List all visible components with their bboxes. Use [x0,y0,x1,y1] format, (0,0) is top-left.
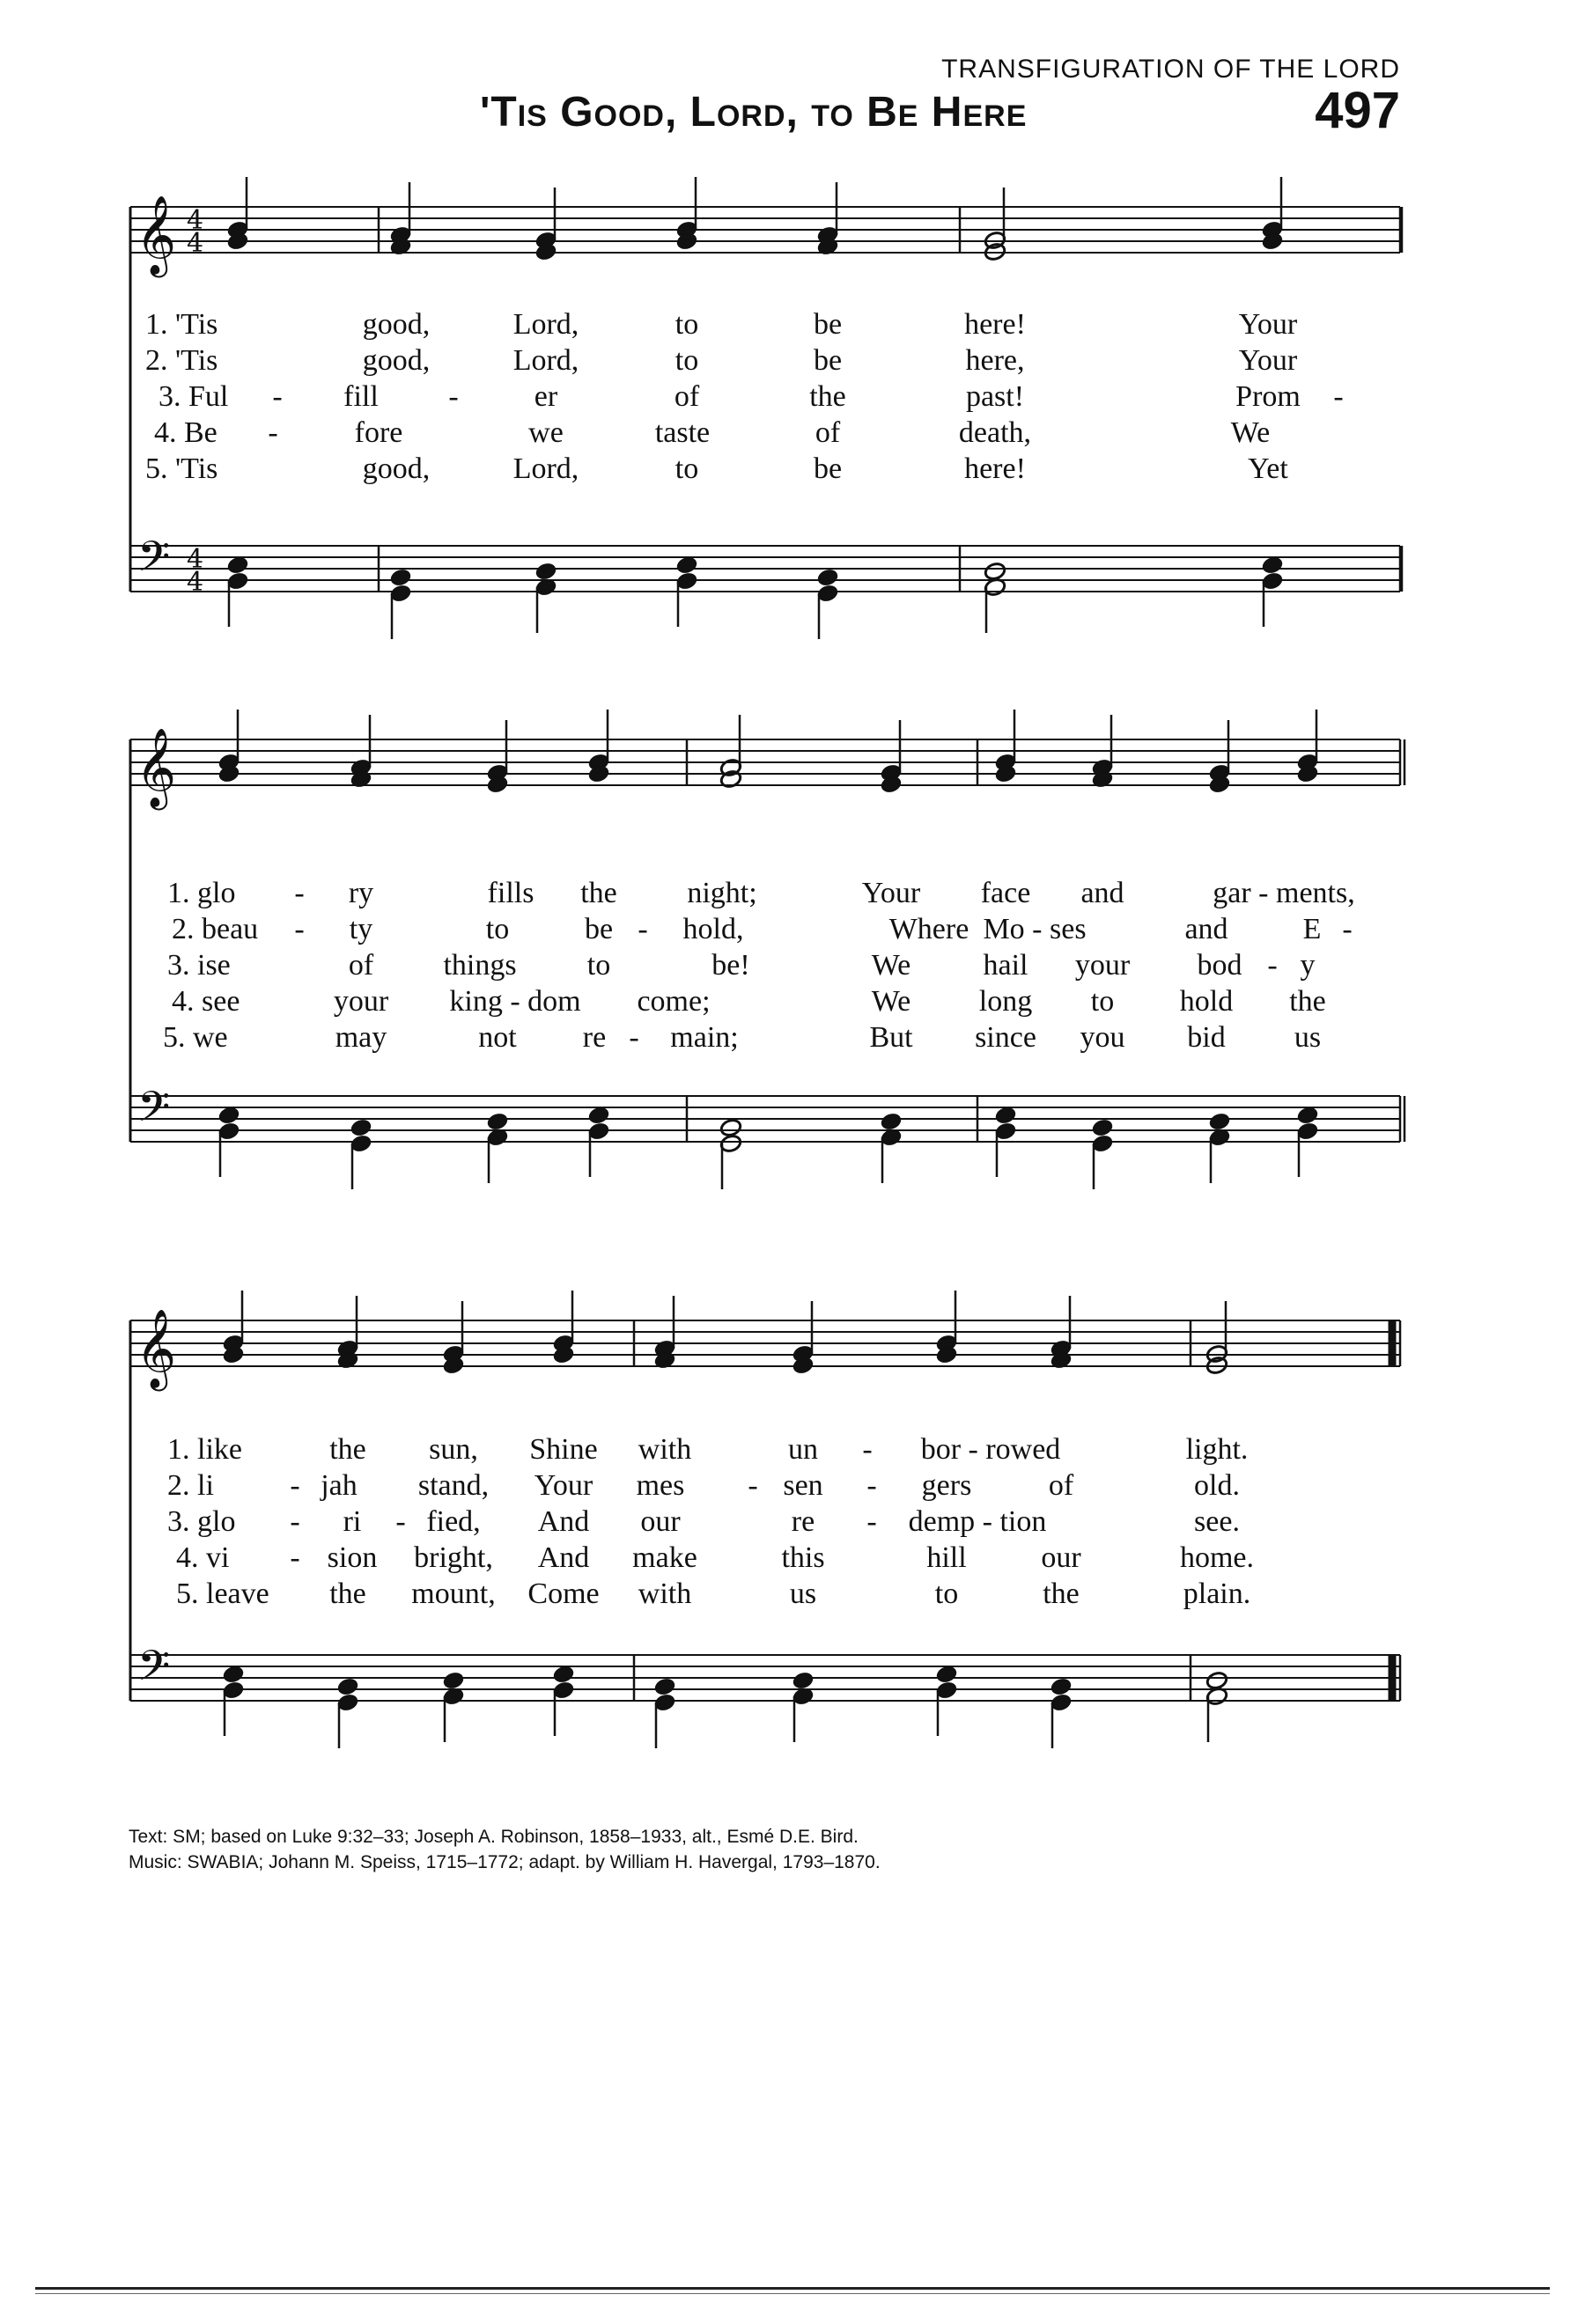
lyric-syllable: not [478,1021,517,1054]
time-signature-top: 4 [187,544,204,575]
lyric-syllable: we [528,416,564,449]
lyric-syllable: - [862,1433,873,1466]
lyric-syllable: Yet [1248,452,1288,485]
lyric-syllable: and [1080,877,1124,909]
lyric-syllable: king - dom [449,985,581,1018]
bass-note [1296,1106,1319,1126]
bass-note [792,1671,815,1691]
bass-note [442,1671,465,1691]
lyric-syllable: re [791,1505,815,1538]
lyric-syllable: Lord, [512,308,579,341]
lyric-syllable: - [1333,380,1344,413]
lyric-syllable: this [781,1541,825,1574]
lyric-syllable: mount, [411,1578,496,1610]
lyric-syllable: to [675,452,699,485]
lyric-syllable: ty [349,913,373,945]
bass-note [486,1112,509,1132]
lyric-syllable: Lord, [512,452,579,485]
lyric-syllable: We [871,985,911,1018]
lyric-syllable: Your [1238,308,1298,341]
lyric-syllable: 4. vi [176,1541,230,1574]
lyric-syllable: - [290,1541,300,1574]
bass-clef-icon: 𝄢 [137,1082,171,1142]
lyric-syllable: demp - tion [908,1505,1047,1538]
music-credit: Music: SWABIA; Johann M. Speiss, 1715–1772; adapt. by William H. Havergal, 1793–1870. [129,1852,881,1872]
lyric-syllable: be [813,308,843,341]
lyric-syllable: - [290,1505,300,1538]
bass-clef-icon: 𝄢 [137,1641,171,1701]
lyric-syllable: And [537,1541,590,1574]
treble-clef-icon: 𝄞 [136,728,177,807]
lyric-syllable: and [1184,913,1228,945]
lyric-syllable: bright, [414,1541,493,1574]
bass-note [389,568,412,588]
lyric-syllable: with [638,1433,692,1466]
bass-note [336,1677,359,1697]
lyric-syllable: to [675,308,699,341]
bass-note [984,562,1006,582]
lyric-syllable: face [980,877,1031,909]
bass-note [217,1106,240,1126]
treble-clef-icon: 𝄞 [136,1309,177,1388]
lyric-syllable: your [1074,949,1131,982]
lyric-syllable: But [869,1021,913,1054]
lyric-syllable: - [638,913,648,945]
lyric-syllable: to [485,913,510,945]
lyric-syllable: us [1294,1021,1322,1054]
lyric-syllable: us [789,1578,817,1610]
lyric-syllable: light. [1185,1433,1249,1466]
lyric-syllable: 2. li [167,1469,214,1502]
lyric-syllable: the [329,1433,366,1466]
lyric-syllable: be [813,452,843,485]
lyric-syllable: plain. [1183,1578,1251,1610]
lyric-syllable: past! [965,380,1025,413]
lyric-syllable: E [1302,913,1322,945]
bass-note [587,1106,610,1126]
lyric-syllable: to [675,344,699,377]
lyric-syllable: - [272,380,283,413]
lyric-syllable: We [1230,416,1271,449]
lyric-syllable: taste [654,416,711,449]
treble-clef-icon: 𝄞 [136,195,177,275]
lyric-syllable: the [1043,1578,1080,1610]
lyric-syllable: since [975,1021,1036,1054]
bass-note [350,1118,372,1138]
lyric-syllable: here, [965,344,1025,377]
bass-note [816,568,839,588]
bass-note [1091,1118,1114,1138]
lyric-syllable: to [1090,985,1115,1018]
text-credit: Text: SM; based on Luke 9:32–33; Joseph A. Robinson, 1858–1933, alt., Esmé D.E. Bird. [129,1827,859,1847]
bass-note [994,1106,1017,1126]
lyric-syllable: - [448,380,459,413]
lyric-syllable: sion [327,1541,378,1574]
lyric-syllable: - [1267,949,1278,982]
lyric-syllable: 5. leave [176,1578,269,1610]
lyric-syllable: gar - ments, [1213,877,1355,909]
lyric-syllable: - [866,1469,877,1502]
lyric-syllable: 4. Be [154,416,217,449]
lyric-syllable: of [815,416,841,449]
bass-note [534,562,557,582]
lyric-syllable: 1. 'Tis [145,308,218,341]
bass-note [226,555,249,576]
lyric-syllable: of [348,949,374,982]
lyric-syllable: 2. beau [172,913,259,945]
lyric-syllable: Your [1238,344,1298,377]
lyric-syllable: 1. like [167,1433,242,1466]
lyric-syllable: er [534,380,558,413]
lyric-syllable: to [586,949,611,982]
bass-note [880,1112,903,1132]
lyric-syllable: fills [487,877,534,909]
lyric-syllable: Prom [1235,380,1301,413]
lyric-syllable: 5. 'Tis [145,452,218,485]
lyric-syllable: the [1289,985,1326,1018]
lyric-syllable: with [638,1578,692,1610]
lyric-syllable: hold, [682,913,744,945]
lyric-syllable: be [584,913,614,945]
lyric-syllable: here! [964,452,1026,485]
bass-note [1205,1671,1228,1691]
lyric-syllable: fied, [426,1505,481,1538]
lyric-syllable: night; [687,877,757,909]
lyric-syllable: death, [958,416,1032,449]
lyric-syllable: sen [783,1469,823,1502]
lyric-syllable: stand, [417,1469,490,1502]
lyric-syllable: be! [711,949,750,982]
lyric-syllable: - [1342,913,1353,945]
lyric-syllable: 5. we [163,1021,228,1054]
lyric-syllable: - [395,1505,406,1538]
lyric-syllable: sun, [429,1433,478,1466]
lyric-syllable: to [934,1578,959,1610]
lyric-syllable: Shine [529,1433,598,1466]
bass-note [222,1665,245,1685]
lyric-syllable: - [748,1469,758,1502]
lyric-syllable: 4. see [172,985,240,1018]
lyric-syllable: main; [670,1021,739,1054]
bass-note [935,1665,958,1685]
lyric-syllable: old. [1194,1469,1240,1502]
lyric-syllable: mes [636,1469,685,1502]
lyric-syllable: hail [983,949,1028,982]
lyric-syllable: un [788,1433,818,1466]
lyric-syllable: good, [362,308,431,341]
bass-note [1208,1112,1231,1132]
lyric-syllable: the [580,877,617,909]
lyric-syllable: Your [861,877,921,909]
lyric-syllable: good, [362,344,431,377]
lyric-syllable: hill [926,1541,967,1574]
lyric-syllable: 2. 'Tis [145,344,218,377]
lyric-syllable: gers [921,1469,972,1502]
lyric-syllable: make [632,1541,697,1574]
lyric-syllable: Your [534,1469,593,1502]
lyric-syllable: bor - rowed [920,1433,1061,1466]
hymn-number: 497 [1315,82,1400,139]
lyric-syllable: of [674,380,700,413]
time-signature-bottom: 4 [187,228,204,259]
lyric-syllable: y [1300,949,1316,982]
bass-note [675,555,698,576]
lyric-syllable: hold [1179,985,1234,1018]
time-signature-top: 4 [187,205,204,236]
lyric-syllable: 3. ise [167,949,231,982]
lyric-syllable: 3. Ful [158,380,229,413]
lyric-syllable: the [809,380,846,413]
lyric-syllable: We [871,949,911,982]
lyric-syllable: ri [343,1505,362,1538]
lyric-syllable: bid [1187,1021,1226,1054]
hymn-title: 'Tis Good, Lord, to Be Here [480,89,1028,136]
lyric-syllable: Where [888,913,969,945]
lyric-syllable: - [866,1505,877,1538]
lyric-syllable: ry [348,877,374,909]
bass-note [653,1677,676,1697]
lyric-syllable: come; [637,985,711,1018]
lyric-syllable: your [333,985,389,1018]
lyric-syllable: Lord, [512,344,579,377]
lyric-syllable: - [629,1021,639,1054]
lyric-syllable: home. [1179,1541,1255,1574]
bass-note [1261,555,1284,576]
time-signature-bottom: 4 [187,567,204,598]
lyric-syllable: re [582,1021,607,1054]
bass-note [552,1665,575,1685]
bass-note [1050,1677,1073,1697]
credits [129,1824,881,1875]
lyric-syllable: fore [354,416,403,449]
lyric-syllable: the [329,1578,366,1610]
lyric-syllable: things [443,949,517,982]
lyric-syllable: long [978,985,1033,1018]
lyric-syllable: 3. glo [167,1505,236,1538]
lyric-syllable: bod [1197,949,1242,982]
lyric-syllable: be [813,344,843,377]
lyric-syllable: of [1048,1469,1074,1502]
lyric-syllable: good, [362,452,431,485]
lyric-syllable: Mo - ses [983,913,1087,945]
lyric-syllable: jah [321,1469,358,1502]
lyric-syllable: And [537,1505,590,1538]
bass-note [719,1118,742,1138]
lyric-syllable: here! [964,308,1026,341]
lyric-syllable: fill [343,380,379,413]
lyric-syllable: - [290,1469,300,1502]
lyric-syllable: - [294,913,305,945]
bass-clef-icon: 𝄢 [137,532,171,592]
lyric-syllable: our [1041,1541,1081,1574]
bottom-rule [35,2287,1550,2290]
lyric-syllable: our [640,1505,681,1538]
lyric-syllable: - [268,416,278,449]
lyric-syllable: 1. glo [167,877,236,909]
lyric-syllable: may [335,1021,387,1054]
lyric-syllable: you [1080,1021,1125,1054]
lyric-syllable: - [294,877,305,909]
section-heading: TRANSFIGURATION OF THE LORD [941,55,1400,84]
lyric-syllable: see. [1194,1505,1240,1538]
lyric-syllable: Come [527,1578,600,1610]
bottom-rule-thin [35,2293,1550,2294]
